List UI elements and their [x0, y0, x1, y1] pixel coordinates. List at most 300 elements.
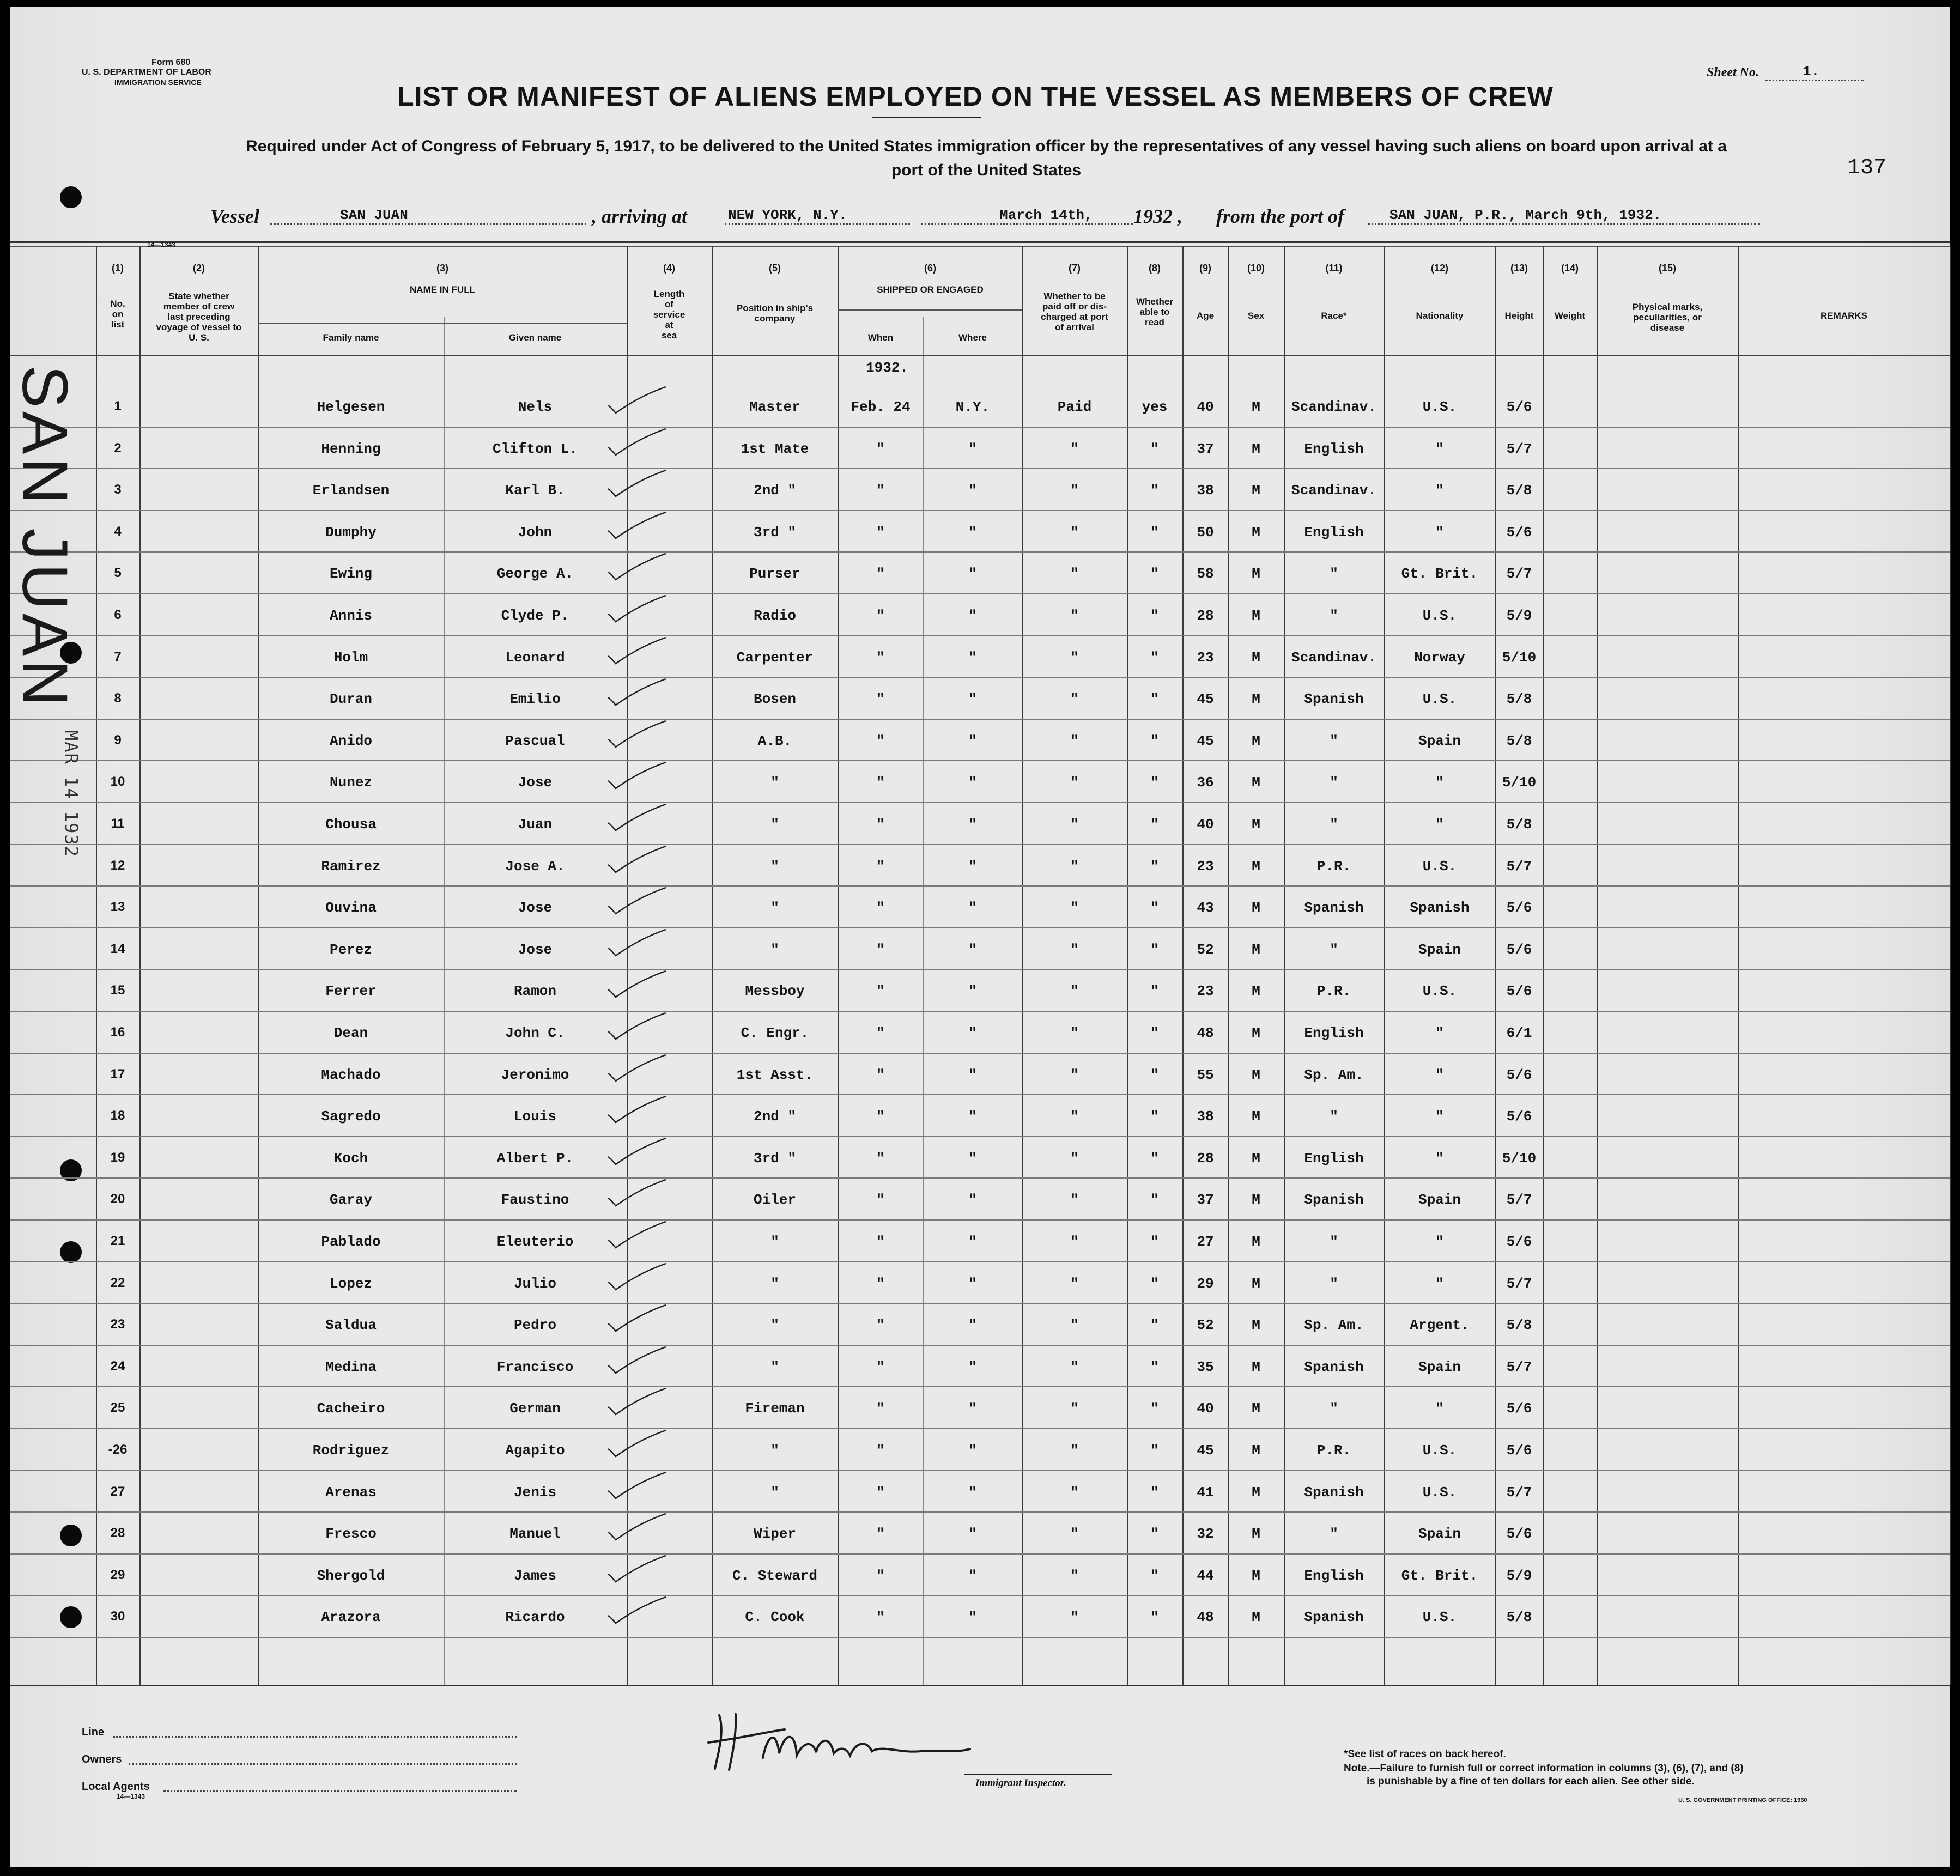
given-name: Jose — [518, 900, 553, 916]
sheet-label: Sheet No. — [1707, 65, 1759, 80]
sex: M — [1252, 1359, 1260, 1375]
column-divider — [1738, 246, 1739, 1685]
position: A.B. — [757, 733, 792, 749]
row-number: 18 — [110, 1108, 125, 1123]
race: " — [1330, 1400, 1338, 1417]
given-name: Karl B. — [505, 482, 565, 499]
column-header: State whether member of crew last preceding voyage of vessel to U. S. — [156, 291, 242, 343]
shipped-where: " — [968, 524, 977, 541]
check-mark-icon — [606, 385, 671, 417]
able-to-read: " — [1150, 566, 1159, 582]
row-rule — [10, 427, 1950, 428]
nationality: Argent. — [1410, 1317, 1470, 1333]
column-number: (15) — [1658, 263, 1676, 274]
given-name: John C. — [505, 1025, 565, 1041]
shipped-when: " — [876, 524, 885, 541]
position: " — [770, 1359, 779, 1375]
shipped-where: " — [968, 1484, 977, 1501]
height: 5/6 — [1506, 900, 1532, 916]
row-rule — [10, 885, 1950, 887]
nationality: Spain — [1418, 1192, 1461, 1208]
row-rule — [10, 1303, 1950, 1304]
given-name: Julio — [513, 1276, 556, 1292]
able-to-read: " — [1150, 482, 1159, 499]
shipped-when: " — [876, 983, 885, 999]
family-name: Helgesen — [317, 399, 385, 415]
sex: M — [1252, 900, 1260, 916]
sheet-number: 1. — [1803, 63, 1820, 80]
sex: M — [1252, 1568, 1260, 1584]
race: Spanish — [1304, 1609, 1364, 1625]
row-number: 15 — [110, 983, 125, 998]
table-top-rule — [10, 241, 1950, 243]
height: 5/7 — [1506, 1192, 1532, 1208]
shipped-where: " — [968, 858, 977, 875]
given-name: Louis — [513, 1108, 556, 1125]
given-name: Juan — [518, 816, 553, 833]
row-number: 14 — [110, 942, 125, 956]
department: U. S. DEPARTMENT OF LABOR — [82, 68, 211, 77]
able-to-read: " — [1150, 900, 1159, 916]
shipped-when: " — [876, 1317, 885, 1333]
column-divider — [1022, 246, 1023, 1685]
column-number: (11) — [1325, 263, 1343, 274]
height: 5/6 — [1506, 1526, 1532, 1542]
race: " — [1330, 1526, 1338, 1542]
paid-off: " — [1070, 983, 1079, 999]
race: " — [1330, 774, 1338, 791]
family-name: Sagredo — [321, 1108, 381, 1125]
check-mark-icon — [606, 1011, 671, 1043]
shipped-when: " — [876, 1025, 885, 1041]
column-header: Whether able to read — [1136, 296, 1173, 327]
arriving-label: , arriving at — [592, 205, 688, 227]
row-number: 13 — [110, 900, 125, 914]
column-header: No. on list — [110, 299, 125, 330]
height: 5/6 — [1506, 1400, 1532, 1417]
row-number: 19 — [110, 1150, 125, 1165]
age: 23 — [1197, 858, 1214, 875]
punch-hole — [60, 1525, 82, 1546]
shipped-when: " — [876, 649, 885, 666]
shipped-where: " — [968, 1400, 977, 1417]
nationality: Spain — [1418, 733, 1461, 749]
family-name: Arazora — [321, 1609, 381, 1625]
shipped-when: " — [876, 1609, 885, 1625]
inspector-label: Immigrant Inspector. — [975, 1777, 1066, 1789]
row-number: 2 — [114, 441, 122, 456]
agents-field — [163, 1790, 517, 1792]
agents-label: Local Agents — [82, 1781, 150, 1793]
position: " — [770, 858, 779, 875]
shipped-where: " — [968, 900, 977, 916]
race: P.R. — [1316, 983, 1351, 999]
family-name: Holm — [333, 649, 368, 666]
from-port-label: from the port of — [1216, 205, 1345, 227]
able-to-read: " — [1150, 733, 1159, 749]
sex: M — [1252, 1150, 1260, 1167]
nationality: Gt. Brit. — [1401, 566, 1478, 582]
paid-off: " — [1070, 566, 1079, 582]
position: " — [770, 816, 779, 833]
able-to-read: " — [1150, 1108, 1159, 1125]
column-divider — [1384, 246, 1385, 1685]
row-number: 21 — [110, 1234, 125, 1248]
column-number: (1) — [112, 263, 124, 274]
nationality: " — [1435, 1400, 1444, 1417]
check-mark-icon — [606, 635, 671, 668]
shipped-when: " — [876, 482, 885, 499]
family-name: Ewing — [329, 566, 372, 582]
nationality: " — [1435, 441, 1444, 457]
row-rule — [10, 551, 1950, 553]
nationality: Spain — [1418, 1359, 1461, 1375]
column-header: Height — [1504, 311, 1534, 321]
age: 43 — [1197, 900, 1214, 916]
able-to-read: " — [1150, 1568, 1159, 1584]
height: 5/6 — [1506, 399, 1532, 415]
race: " — [1330, 816, 1338, 833]
column-number: (2) — [193, 263, 205, 274]
column-number: (7) — [1069, 263, 1081, 274]
family-name: Erlandsen — [312, 482, 390, 499]
inspector-signature — [703, 1699, 986, 1781]
given-name: Clyde P. — [501, 608, 569, 624]
position: 3rd " — [753, 1150, 796, 1167]
column-number: (14) — [1561, 263, 1579, 274]
row-number: 22 — [110, 1276, 125, 1290]
sex: M — [1252, 1526, 1260, 1542]
sex: M — [1252, 942, 1260, 958]
family-name: Rodriguez — [312, 1442, 390, 1459]
from-port: SAN JUAN, P.R., March 9th, 1932. — [1389, 207, 1662, 223]
position: Radio — [753, 608, 796, 624]
row-number: 1 — [114, 399, 122, 414]
family-name: Ramirez — [321, 858, 381, 875]
arriving-line — [725, 223, 910, 225]
arrival-year: 1932 , — [1133, 205, 1182, 227]
sex: M — [1252, 691, 1260, 707]
family-name: Dean — [333, 1025, 368, 1041]
family-name: Chousa — [325, 816, 377, 833]
column-subheader: Where — [958, 332, 987, 343]
height: 5/8 — [1506, 733, 1532, 749]
shipped-where: " — [968, 1276, 977, 1292]
age: 28 — [1197, 1150, 1214, 1167]
row-rule — [10, 927, 1950, 928]
able-to-read: " — [1150, 1526, 1159, 1542]
row-number: 25 — [110, 1400, 125, 1415]
sex: M — [1252, 1317, 1260, 1333]
nationality: U.S. — [1422, 858, 1457, 875]
check-mark-icon — [606, 1053, 671, 1085]
sex: M — [1252, 1442, 1260, 1459]
column-header: Weight — [1554, 311, 1586, 321]
shipped-when: " — [876, 774, 885, 791]
races-note: *See list of races on back hereof. — [1344, 1748, 1506, 1760]
shipped-when: " — [876, 942, 885, 958]
sex: M — [1252, 1025, 1260, 1041]
height: 5/8 — [1506, 482, 1532, 499]
column-subheader: Given name — [508, 332, 562, 343]
shipped-where: " — [968, 691, 977, 707]
able-to-read: " — [1150, 1484, 1159, 1501]
penalty-note-2: is punishable by a fine of ten dollars for each alien. See other side. — [1367, 1776, 1695, 1787]
given-name: Nels — [518, 399, 553, 415]
height: 5/7 — [1506, 566, 1532, 582]
able-to-read: " — [1150, 1234, 1159, 1250]
nationality: " — [1435, 1067, 1444, 1083]
row-rule — [10, 1428, 1950, 1429]
check-mark-icon — [606, 969, 671, 1001]
family-name: Fresco — [325, 1526, 377, 1542]
punch-hole — [60, 1241, 82, 1263]
column-header: NAME IN FULL — [410, 284, 475, 295]
paid-off: " — [1070, 608, 1079, 624]
date-line — [921, 223, 1133, 225]
arrival-date: March 14th, — [999, 207, 1093, 223]
row-rule — [10, 1511, 1950, 1513]
age: 28 — [1197, 608, 1214, 624]
able-to-read: " — [1150, 608, 1159, 624]
able-to-read: " — [1150, 816, 1159, 833]
given-name: Jenis — [513, 1484, 556, 1501]
shipped-where: " — [968, 1359, 977, 1375]
race: Spanish — [1304, 1359, 1364, 1375]
shipped-where: " — [968, 1442, 977, 1459]
check-mark-icon — [606, 1219, 671, 1252]
paid-off: " — [1070, 1317, 1079, 1333]
given-name: James — [513, 1568, 556, 1584]
age: 48 — [1197, 1025, 1214, 1041]
able-to-read: " — [1150, 1442, 1159, 1459]
nationality: " — [1435, 816, 1444, 833]
row-number: 4 — [114, 524, 122, 539]
check-mark-icon — [606, 1261, 671, 1294]
race: English — [1304, 1025, 1364, 1041]
paid-off: " — [1070, 1108, 1079, 1125]
nationality: U.S. — [1422, 1484, 1457, 1501]
nationality: Norway — [1414, 649, 1465, 666]
race: Spanish — [1304, 691, 1364, 707]
column-divider — [96, 246, 97, 1685]
column-divider — [444, 317, 445, 1685]
height: 5/6 — [1506, 1442, 1532, 1459]
paid-off: " — [1070, 900, 1079, 916]
check-mark-icon — [606, 927, 671, 960]
given-name: George A. — [496, 566, 574, 582]
nationality: Spain — [1418, 1526, 1461, 1542]
row-rule — [10, 969, 1950, 970]
position: Master — [749, 399, 800, 415]
height: 5/8 — [1506, 816, 1532, 833]
sex: M — [1252, 816, 1260, 833]
punch-hole — [60, 1606, 82, 1628]
age: 50 — [1197, 524, 1214, 541]
sex: M — [1252, 983, 1260, 999]
height: 5/10 — [1502, 774, 1537, 791]
column-header: Nationality — [1416, 311, 1464, 321]
position: C. Steward — [732, 1568, 818, 1584]
shipped-where: " — [968, 1108, 977, 1125]
family-name: Pablado — [321, 1234, 381, 1250]
row-rule — [10, 1261, 1950, 1262]
vessel-line — [270, 223, 586, 225]
nationality: Spanish — [1410, 900, 1470, 916]
sex: M — [1252, 1192, 1260, 1208]
column-number: (10) — [1247, 263, 1265, 274]
age: 45 — [1197, 691, 1214, 707]
check-mark-icon — [606, 885, 671, 918]
shipped-when: " — [876, 1192, 885, 1208]
paid-off: " — [1070, 1484, 1079, 1501]
shipped-where: " — [968, 1192, 977, 1208]
column-divider — [1597, 246, 1598, 1685]
age: 37 — [1197, 1192, 1214, 1208]
position: Messboy — [745, 983, 805, 999]
sex: M — [1252, 399, 1260, 415]
paid-off: " — [1070, 1400, 1079, 1417]
race: Sp. Am. — [1304, 1317, 1364, 1333]
given-name: Jose — [518, 942, 553, 958]
race: Scandinav. — [1291, 399, 1377, 415]
able-to-read: " — [1150, 1317, 1159, 1333]
shipped-where: N.Y. — [955, 399, 990, 415]
check-mark-icon — [606, 1470, 671, 1503]
form-code: 14—1343 — [147, 241, 176, 248]
family-name: Cacheiro — [317, 1400, 385, 1417]
nationality: " — [1435, 524, 1444, 541]
row-number: 12 — [110, 858, 125, 873]
height: 6/1 — [1506, 1025, 1532, 1041]
owners-label: Owners — [82, 1753, 122, 1765]
punch-hole — [60, 186, 82, 208]
paid-off: " — [1070, 816, 1079, 833]
nationality: " — [1435, 482, 1444, 499]
row-rule — [10, 1053, 1950, 1054]
race: Spanish — [1304, 1192, 1364, 1208]
row-number: 23 — [110, 1317, 125, 1332]
margin-vessel-name: SAN JUAN — [9, 365, 81, 709]
paid-off: " — [1070, 691, 1079, 707]
nationality: " — [1435, 1108, 1444, 1125]
column-divider — [627, 246, 628, 1685]
height: 5/7 — [1506, 441, 1532, 457]
column-divider — [1228, 246, 1229, 1685]
column-number: (8) — [1149, 263, 1161, 274]
race: " — [1330, 1108, 1338, 1125]
column-divider — [139, 246, 141, 1685]
shipped-when: " — [876, 1234, 885, 1250]
age: 55 — [1197, 1067, 1214, 1083]
position: Bosen — [753, 691, 796, 707]
nationality: " — [1435, 1234, 1444, 1250]
row-number: 16 — [110, 1025, 125, 1040]
column-divider — [838, 246, 839, 1685]
nationality: Gt. Brit. — [1401, 1568, 1478, 1584]
able-to-read: " — [1150, 691, 1159, 707]
able-to-read: " — [1150, 441, 1159, 457]
subtitle-line-2: port of the United States — [891, 161, 1082, 179]
nationality: " — [1435, 774, 1444, 791]
family-name: Machado — [321, 1067, 381, 1083]
row-number: 7 — [114, 649, 122, 664]
row-number: -26 — [108, 1442, 128, 1457]
height: 5/7 — [1506, 1276, 1532, 1292]
position: " — [770, 900, 779, 916]
nationality: " — [1435, 1276, 1444, 1292]
family-name: Duran — [329, 691, 372, 707]
check-mark-icon — [606, 593, 671, 626]
paid-off: " — [1070, 1609, 1079, 1625]
sex: M — [1252, 774, 1260, 791]
nationality: Spain — [1418, 942, 1461, 958]
age: 38 — [1197, 482, 1214, 499]
nationality: U.S. — [1422, 399, 1457, 415]
shipped-when: " — [876, 1359, 885, 1375]
row-rule — [10, 1345, 1950, 1346]
able-to-read: " — [1150, 1400, 1159, 1417]
nationality: U.S. — [1422, 1442, 1457, 1459]
able-to-read: " — [1150, 524, 1159, 541]
position: 1st Mate — [741, 441, 809, 457]
row-rule — [10, 593, 1950, 594]
vessel-label: Vessel — [210, 205, 259, 227]
shipped-when: " — [876, 691, 885, 707]
row-rule — [10, 1470, 1950, 1471]
shipped-where: " — [968, 482, 977, 499]
nationality: U.S. — [1422, 691, 1457, 707]
shipped-when: " — [876, 1526, 885, 1542]
position: " — [770, 1234, 779, 1250]
position: Purser — [749, 566, 800, 582]
row-rule — [10, 1094, 1950, 1095]
header-bottom-rule — [10, 355, 1950, 356]
shipped-where: " — [968, 733, 977, 749]
column-header: Age — [1196, 311, 1215, 321]
check-mark-icon — [606, 468, 671, 501]
position: " — [770, 774, 779, 791]
age: 29 — [1197, 1276, 1214, 1292]
age: 27 — [1197, 1234, 1214, 1250]
height: 5/7 — [1506, 1484, 1532, 1501]
shipped-when: " — [876, 900, 885, 916]
position: " — [770, 1276, 779, 1292]
able-to-read: " — [1150, 1609, 1159, 1625]
column-number: (6) — [924, 263, 936, 274]
family-name: Ouvina — [325, 900, 377, 916]
row-rule — [10, 802, 1950, 803]
able-to-read: " — [1150, 1359, 1159, 1375]
position: 1st Asst. — [736, 1067, 814, 1083]
row-rule — [10, 468, 1950, 469]
height: 5/10 — [1502, 1150, 1537, 1167]
family-name: Anido — [329, 733, 372, 749]
able-to-read: " — [1150, 1276, 1159, 1292]
family-name: Shergold — [317, 1568, 385, 1584]
table-top-rule — [10, 246, 1950, 247]
shipped-where: " — [968, 649, 977, 666]
age: 41 — [1197, 1484, 1214, 1501]
age: 23 — [1197, 983, 1214, 999]
age: 52 — [1197, 942, 1214, 958]
column-header: Length of service at sea — [653, 289, 685, 341]
given-name: Clifton L. — [492, 441, 578, 457]
service: IMMIGRATION SERVICE — [114, 78, 202, 87]
race: P.R. — [1316, 858, 1351, 875]
height: 5/6 — [1506, 1234, 1532, 1250]
sex: M — [1252, 1400, 1260, 1417]
